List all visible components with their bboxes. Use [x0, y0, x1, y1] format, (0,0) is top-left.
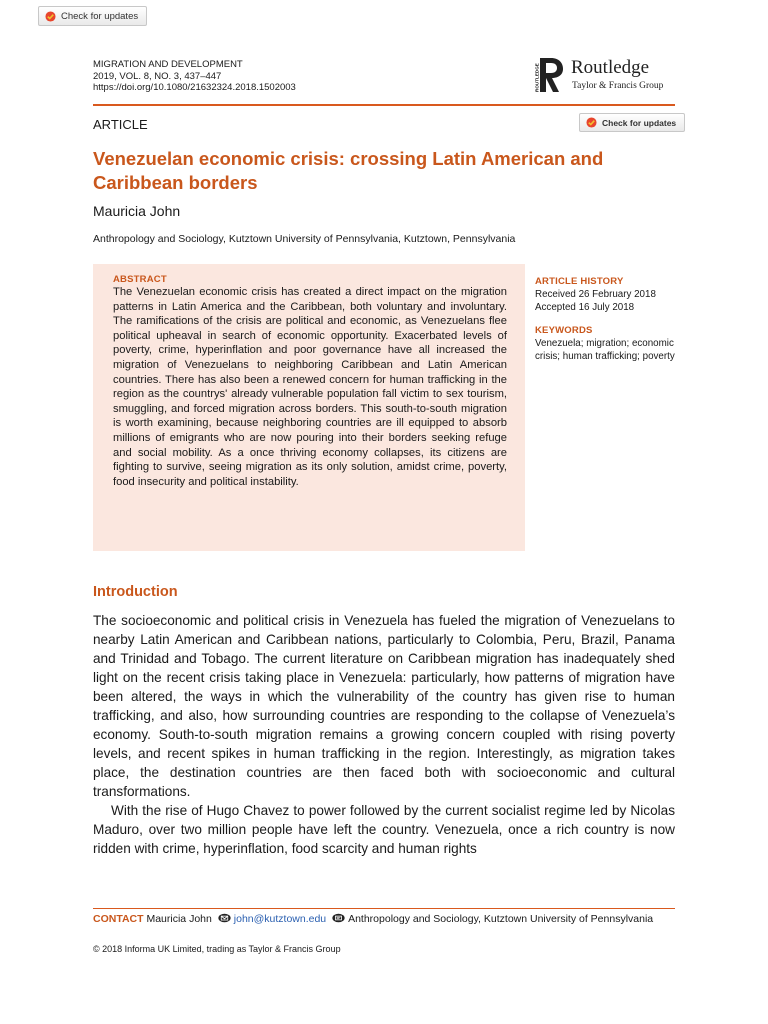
keywords-text: Venezuela; migration; economic crisis; human trafficking; poverty [535, 338, 675, 362]
journal-doi[interactable]: https://doi.org/10.1080/21632324.2018.1502003 [93, 82, 296, 93]
abstract-heading: ABSTRACT [113, 274, 167, 285]
journal-citation: 2019, VOL. 8, NO. 3, 437–447 [93, 70, 222, 82]
email-icon [218, 913, 231, 923]
keywords-heading: KEYWORDS [535, 325, 593, 337]
contact-name: Mauricia John [146, 913, 212, 925]
introduction-heading: Introduction [93, 584, 178, 600]
header-divider [93, 104, 675, 106]
journal-header [93, 59, 296, 94]
check-updates-label: Check for updates [61, 10, 139, 22]
article-author: Mauricia John [93, 203, 181, 219]
article-title: Venezuelan economic crisis: crossing Latin American and Caribbean borders [93, 148, 604, 193]
received-date: Received 26 February 2018 [535, 288, 656, 300]
publisher-logo [534, 54, 677, 98]
introduction-paragraph-1: The socioeconomic and political crisis in Venezuela has fueled the migration of Venezuelans to nearby Latin American and Caribbean nations, particularly to Colombia, Peru, Brazil, Panama and Trinidad and Tobago. The current literature on Caribbean migration has inadequately shed light on the recent crisis taking place in Venezuela: particularly, how patterns of migration have been altered, the ways in which the vulnerability of the country has given rise to human trafficking, and also, how surrounding countries are responding to the collapse of Venezuela’s economy. South-to-south migration remains a growing concern coupled with rising poverty levels, and recent spikes in human trafficking in the region. Interestingly, as migration takes place, the destination countries are then faced both with socioeconomic and cultural transformations. [93, 613, 675, 799]
article-history-heading: ARTICLE HISTORY [535, 276, 624, 287]
abstract-box [93, 264, 525, 551]
author-affiliation: Anthropology and Sociology, Kutztown University of Pennsylvania, Kutztown, Pennsylvania [93, 233, 516, 245]
introduction-paragraph-2: With the rise of Hugo Chavez to power followed by the current socialist regime led by Nicolas Maduro, over two million people have left the country. Venezuela, once a rich country is now ridden with crime, hyperinflation, food scarcity and human rights [93, 803, 675, 856]
contact-email-link[interactable]: john@kutztown.edu [233, 913, 327, 925]
copyright-notice: © 2018 Informa UK Limited, trading as Taylor & Francis Group [93, 944, 341, 954]
contact-address: Anthropology and Sociology, Kutztown University of Pennsylvania [348, 913, 654, 925]
contact-label: CONTACT [93, 913, 144, 925]
routledge-mark-icon [534, 56, 565, 94]
routledge-mark-text: ROUTLEDGE [534, 63, 540, 92]
abstract-text: The Venezuelan economic crisis has created a direct impact on the migration patterns in Latin America and the Caribbean, both voluntary and involuntary. The ramifications of the crisis are political and economic, as Venezuelans flee political upheaval in search of economic opportunity. Exacerbated levels of poverty, crime, hyperinflation and poor governance have all increased the migration of Venezuelans to neighboring Caribbean and Latin American countries. There has also been a renewed concern for human trafficking in the region as the countrys' already vulnerable population fall victim to sex tourism, smuggling, and forced migration across borders. This south-to-south migration is worth examining, because neighboring countries are ill equipped to absorb millions of emigrants who are now pouring into their borders seeking refuge and social mobility. As a once thriving economy collapses, its citizens are fighting to survive, seeing migration as its only solution, amidst crime, poverty, food insecurity and political instability. [113, 286, 507, 488]
journal-name: MIGRATION AND DEVELOPMENT [93, 59, 243, 70]
article-sidebar [535, 276, 685, 364]
check-updates-icon [45, 11, 56, 22]
accepted-date: Accepted 16 July 2018 [535, 301, 635, 313]
publisher-name: Routledge [571, 57, 650, 78]
footer-divider [93, 908, 675, 909]
publisher-subtitle: Taylor & Francis Group [572, 81, 664, 91]
check-updates-icon [586, 117, 597, 128]
check-for-updates-button[interactable] [579, 113, 685, 132]
check-for-updates-badge[interactable] [38, 6, 147, 26]
article-type: ARTICLE [93, 117, 148, 132]
check-updates-label: Check for updates [602, 117, 677, 128]
contact-block [93, 913, 675, 926]
address-icon [332, 913, 345, 923]
introduction-body [93, 611, 675, 858]
